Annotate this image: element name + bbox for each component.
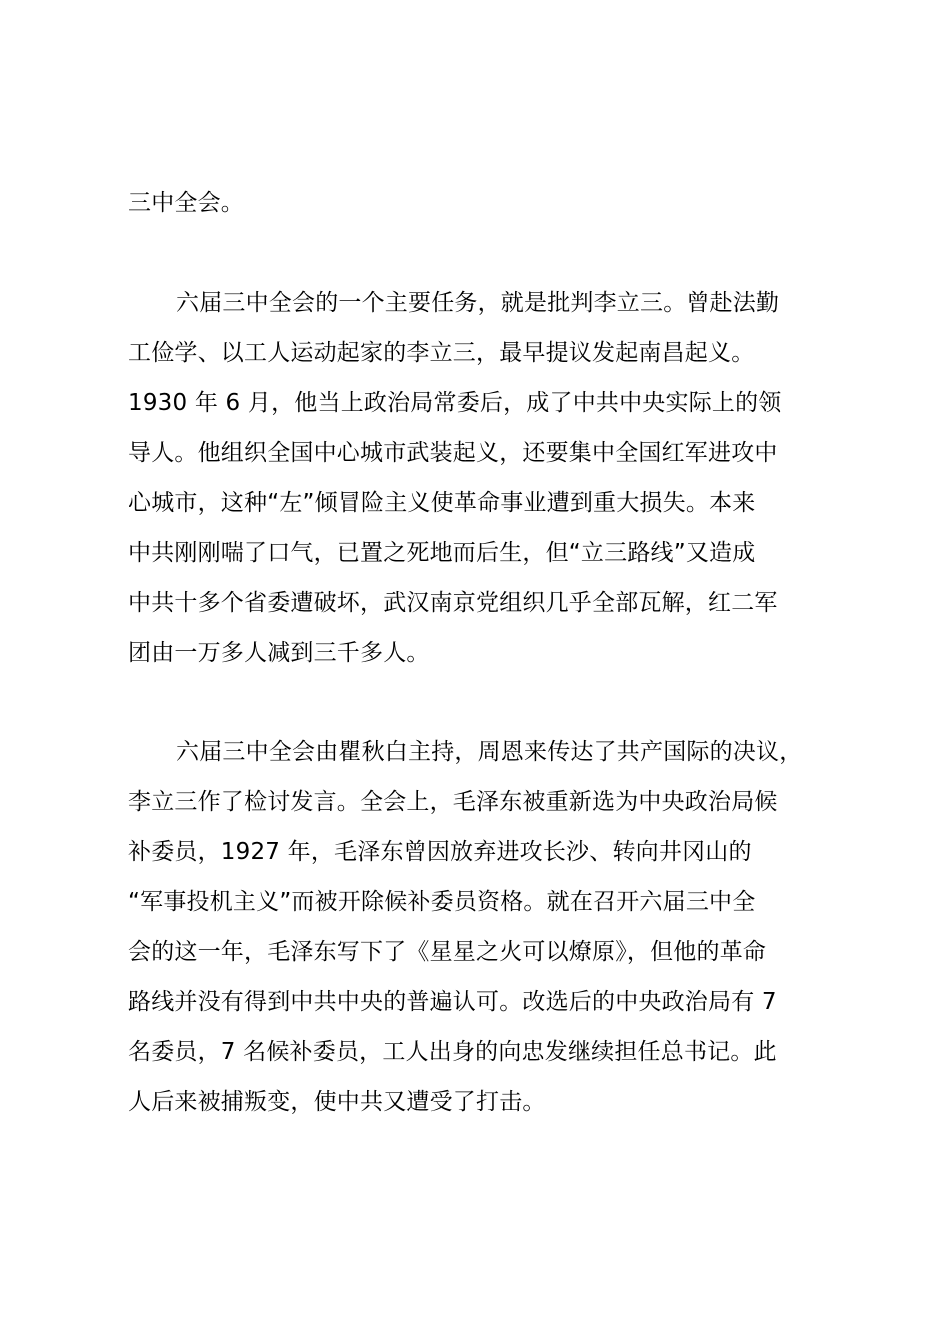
paragraph-2-line-3: 1930 年 6 月，他当上政治局常委后，成了中共中央实际上的领 <box>128 390 782 416</box>
paragraph-2-line-2: 工俭学、以工人运动起家的李立三，最早提议发起南昌起义。 <box>128 340 755 366</box>
paragraph-2-line-4: 导人。他组织全国中心城市武装起义，还要集中全国红军进攻中 <box>128 440 778 466</box>
paragraph-2-line-5: 心城市，这种“左”倾冒险主义使革命事业遭到重大损失。本来 <box>128 490 756 516</box>
paragraph-3-line-2: 李立三作了检讨发言。全会上，毛泽东被重新选为中央政治局候 <box>128 789 778 815</box>
paragraph-3-line-3: 补委员，1927 年，毛泽东曾因放弃进攻长沙、转向井冈山的 <box>128 839 752 865</box>
paragraph-3-line-4: “军事投机主义”而被开除候补委员资格。就在召开六届三中全 <box>128 889 756 915</box>
paragraph-3-line-7: 名委员，7 名候补委员，工人出身的向忠发继续担任总书记。此 <box>128 1039 777 1065</box>
paragraph-3-line-6: 路线并没有得到中共中央的普遍认可。改选后的中央政治局有 7 <box>128 989 777 1015</box>
paragraph-2-line-1: 六届三中全会的一个主要任务，就是批判李立三。曾赴法勤 <box>176 290 780 316</box>
paragraph-2-line-7: 中共十多个省委遭破坏，武汉南京党组织几乎全部瓦解，红二军 <box>128 590 778 616</box>
paragraph-2-line-8: 团由一万多人减到三千多人。 <box>128 640 430 666</box>
paragraph-3-line-1: 六届三中全会由瞿秋白主持，周恩来传达了共产国际的决议， <box>176 739 803 765</box>
paragraph-1-line-1: 三中全会。 <box>128 190 244 216</box>
paragraph-3-line-5: 会的这一年，毛泽东写下了《星星之火可以燎原》，但他的革命 <box>128 939 767 965</box>
paragraph-3-line-8: 人后来被捕叛变，使中共又遭受了打击。 <box>128 1089 546 1115</box>
paragraph-2-line-6: 中共刚刚喘了口气，已置之死地而后生，但“立三路线”又造成 <box>128 540 756 566</box>
